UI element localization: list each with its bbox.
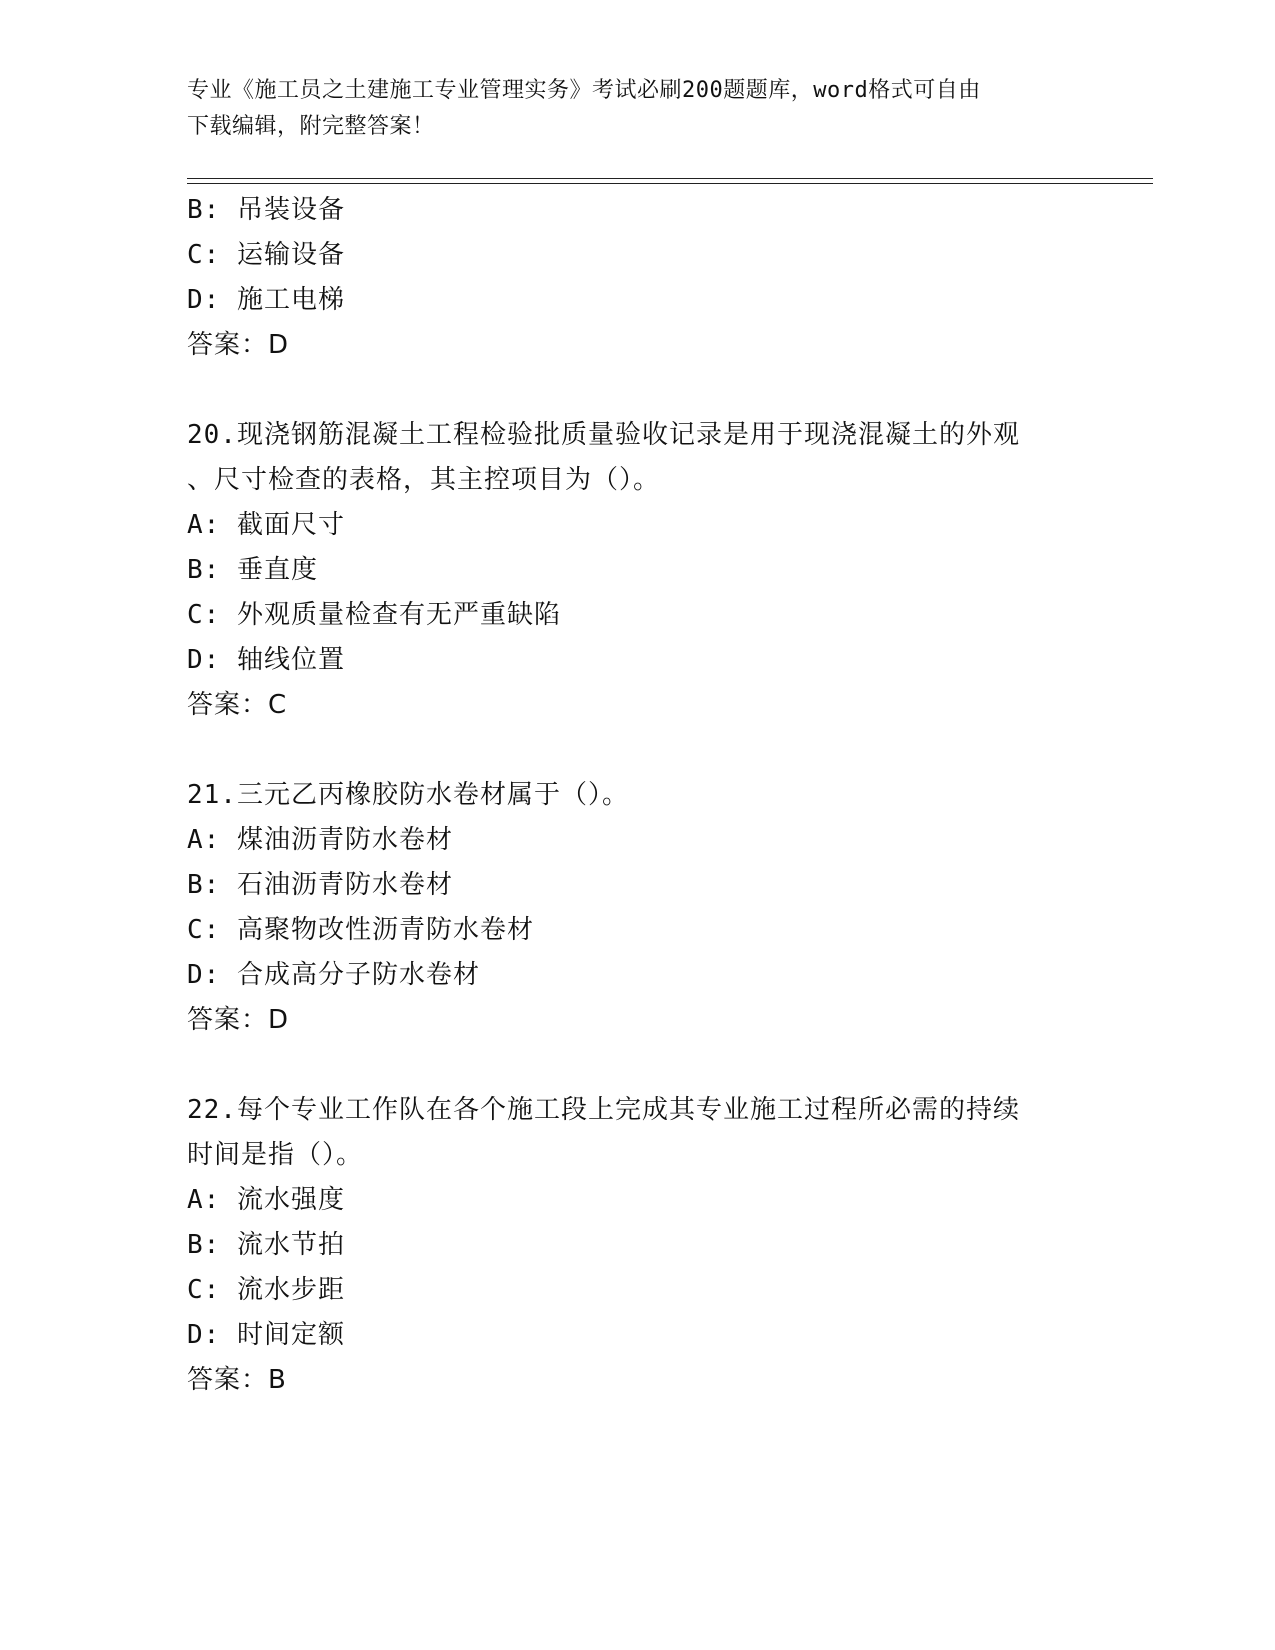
document-header: [187, 73, 1087, 145]
header-divider-bottom: [187, 183, 1153, 184]
header-divider-top: [187, 178, 1153, 179]
q22-stem-line-1: 22.每个专业工作队在各个施工段上完成其专业施工过程所必需的持续: [187, 1095, 1020, 1125]
q19-option-d: D: 施工电梯: [187, 285, 345, 315]
q22-option-c: C: 流水步距: [187, 1275, 345, 1305]
q19-answer: 答案：D: [187, 330, 290, 360]
q21-option-a: A: 煤油沥青防水卷材: [187, 825, 453, 855]
q22-answer: 答案：B: [187, 1365, 287, 1395]
header-line-1: 专业《施工员之土建施工专业管理实务》考试必刷200题题库，word格式可自由: [187, 78, 981, 103]
q22-stem-line-2: 时间是指（）。: [187, 1140, 364, 1170]
q22-option-a: A: 流水强度: [187, 1185, 345, 1215]
q20-option-c: C: 外观质量检查有无严重缺陷: [187, 600, 561, 630]
q21-option-b: B: 石油沥青防水卷材: [187, 870, 453, 900]
q22-option-d: D: 时间定额: [187, 1320, 345, 1350]
q20-option-b: B: 垂直度: [187, 555, 318, 585]
q20-stem-line-2: 、尺寸检查的表格，其主控项目为（）。: [187, 465, 661, 495]
q19-option-b: B: 吊装设备: [187, 195, 345, 225]
q20-stem-line-1: 20.现浇钢筋混凝土工程检验批质量验收记录是用于现浇混凝土的外观: [187, 420, 1020, 450]
q19-option-c: C: 运输设备: [187, 240, 345, 270]
q21-option-d: D: 合成高分子防水卷材: [187, 960, 480, 990]
q20-answer: 答案：C: [187, 690, 288, 720]
q21-answer: 答案：D: [187, 1005, 290, 1035]
q20-option-d: D: 轴线位置: [187, 645, 345, 675]
q22-option-b: B: 流水节拍: [187, 1230, 345, 1260]
q21-option-c: C: 高聚物改性沥青防水卷材: [187, 915, 534, 945]
q21-stem-line-1: 21.三元乙丙橡胶防水卷材属于（）。: [187, 780, 629, 810]
header-line-2: 下载编辑，附完整答案！: [187, 114, 435, 139]
q20-option-a: A: 截面尺寸: [187, 510, 345, 540]
